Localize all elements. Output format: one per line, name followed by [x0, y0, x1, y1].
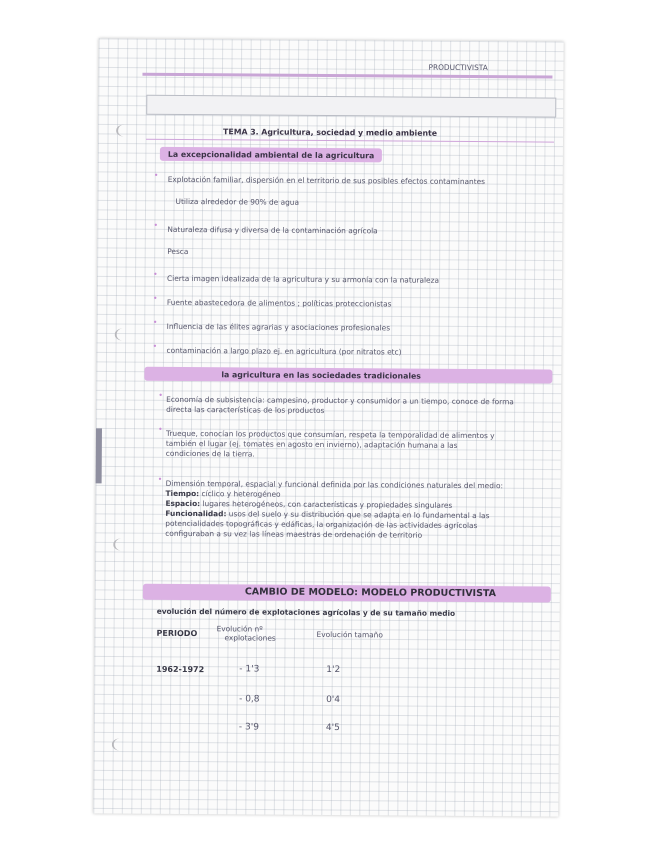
- list-item: Influencia de las élites agrarias y asociaciones profesionales: [166, 321, 391, 333]
- list-item: Trueque, conocían los productos que consumían, respeta la temporalidad de alimentos y: [165, 428, 495, 441]
- list-item: Pesca: [167, 246, 189, 257]
- list-item: directa las características de los productos: [166, 404, 325, 415]
- funcionalidad-label: Funcionalidad:: [165, 508, 227, 519]
- header-box: [146, 95, 556, 118]
- bullet-icon: •: [153, 170, 159, 180]
- section3-heading: CAMBIO DE MODELO: MODELO PRODUCTIVISTA: [244, 586, 497, 600]
- bullet-icon: •: [158, 390, 163, 400]
- tiempo-text: cíclico y heterogéneo: [201, 489, 281, 499]
- table-cell-size: 0'4: [326, 694, 341, 706]
- list-item: también el lugar (ej. tomates en agosto en invierno), adaptación humana a las: [165, 438, 458, 450]
- bullet-icon: •: [157, 424, 163, 434]
- list-item: Utiliza alrededor de 90% de agua: [175, 196, 300, 207]
- page-title: TEMA 3. Agricultura, sociedad y medio ambiente: [223, 127, 438, 138]
- list-item: configuraban a su vez las líneas maestras de ordenación de territorio: [165, 528, 423, 540]
- page-edge-tab: [96, 428, 102, 483]
- bullet-icon: •: [153, 220, 159, 230]
- col-header-expl: Evolución nº: [216, 624, 263, 634]
- top-note: PRODUCTIVISTA: [428, 62, 488, 73]
- binder-hole: [115, 329, 131, 341]
- table-cell-expl: - 0,8: [239, 694, 260, 705]
- binder-hole: [113, 538, 129, 550]
- binder-hole: [112, 738, 128, 750]
- bullet-icon: •: [152, 293, 158, 303]
- title-underline: [146, 139, 554, 143]
- section2-heading: la agricultura en las sociedades tradicionales: [221, 370, 421, 381]
- list-item: Cierta imagen idealizada de la agricultura y su armonía con la naturaleza: [167, 273, 440, 285]
- col-header-expl: explotaciones: [224, 633, 276, 643]
- list-item: contaminación a largo plazo ej. en agricultura (por nitratos etc): [166, 345, 402, 357]
- col-header-size: Evolución tamaño: [316, 629, 383, 640]
- notebook-page: [93, 38, 563, 816]
- espacio-text: lugares heterogéneos, con características y propiedades singulares: [202, 499, 453, 510]
- table-cell-size: 1'2: [326, 664, 341, 676]
- section1-heading: La excepcionalidad ambiental de la agricultura: [167, 149, 375, 161]
- table-cell-size: 4'5: [325, 722, 340, 734]
- funcionalidad-text: usos del suelo y su distribución que se adapta en lo fundamental a las: [228, 509, 490, 521]
- espacio-label: Espacio:: [165, 498, 201, 509]
- list-item: Explotación familiar, dispersión en el territorio de sus posibles efectos contaminantes: [167, 174, 486, 187]
- list-item: Economía de subsistencia: campesino, productor y consumidor a un tiempo, conoce de forma: [166, 394, 514, 407]
- list-item: Naturaleza difusa y diversa de la contaminación agrícola: [167, 224, 378, 236]
- table-cell-period: 1962-1972: [156, 664, 205, 675]
- table-subtitle: evolución del número de explotaciones agrícolas y de su tamaño medio: [156, 606, 456, 618]
- tiempo-label: Tiempo:: [165, 488, 200, 499]
- col-header-period: PERIODO: [156, 628, 198, 639]
- bullet-icon: •: [153, 269, 158, 279]
- list-item: Dimensión temporal, espacial y funcional definida por las condiciones naturales del medio:: [165, 478, 504, 491]
- table-cell-expl: - 3'9: [238, 722, 259, 733]
- binder-hole: [116, 125, 132, 137]
- bullet-icon: •: [157, 474, 163, 484]
- top-border-strip: [142, 73, 552, 79]
- bullet-icon: •: [152, 341, 158, 351]
- list-item: Fuente abastecedora de alimentos ; políticas proteccionistas: [166, 297, 392, 309]
- list-item: potencialidades topográficas y edáficas, la organización de las actividades agrícolas: [165, 518, 478, 531]
- table-cell-expl: - 1'3: [239, 664, 260, 675]
- bullet-icon: •: [152, 317, 158, 327]
- list-item: condiciones de la tierra.: [165, 448, 255, 459]
